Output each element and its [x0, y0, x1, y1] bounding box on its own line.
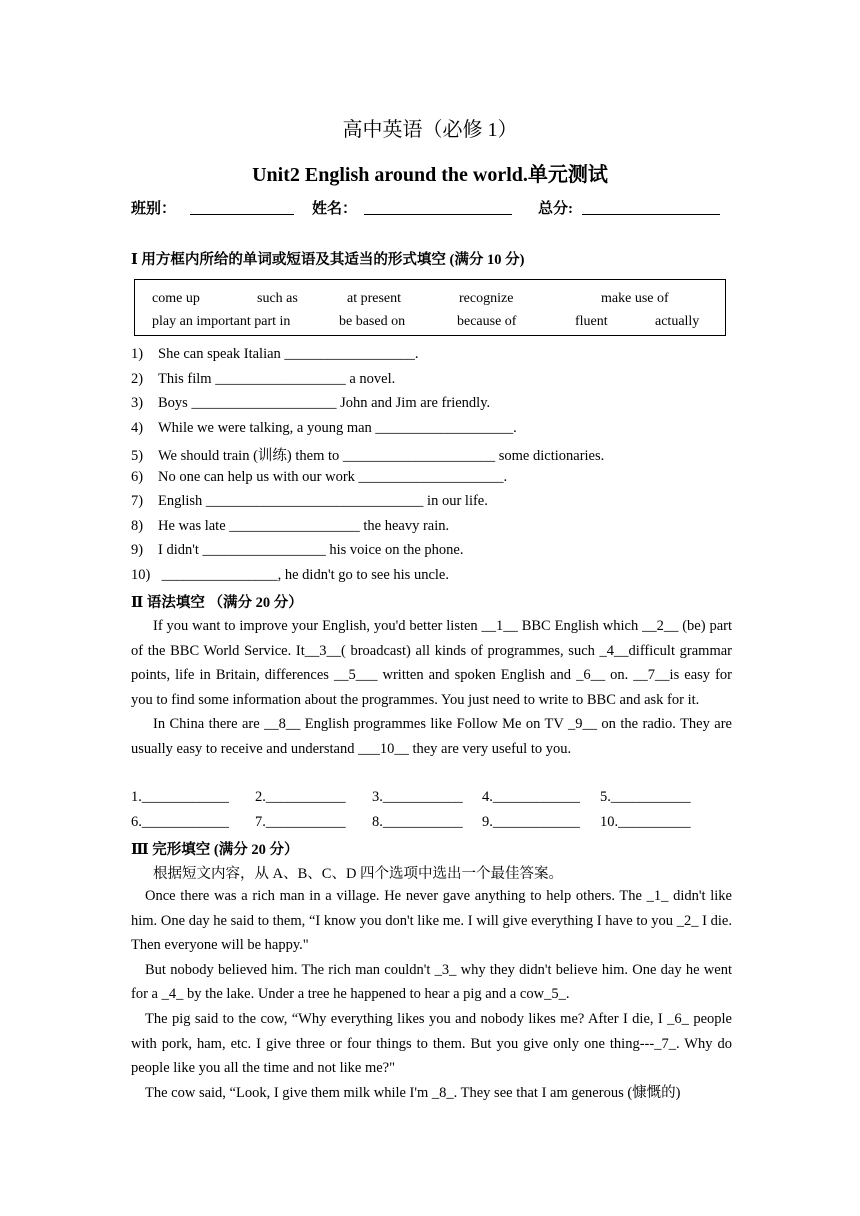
word-bank-item: make use of [601, 291, 669, 306]
answer-blank[interactable]: 1.____________ [131, 789, 229, 805]
answer-blank[interactable]: 10.__________ [600, 814, 691, 830]
answer-blank[interactable]: 2.___________ [255, 789, 346, 805]
question-item: 2) This film __________________ a novel. [131, 371, 396, 387]
question-item: 8) He was late __________________ the heavy rain. [131, 518, 450, 534]
score-label: 总分: [538, 201, 573, 217]
word-bank-box [134, 279, 726, 336]
section-3-instruction: 根据短文内容，从 A、B、C、D 四个选项中选出一个最佳答案。 [153, 866, 564, 882]
document-title: 高中英语（必修 1） [342, 119, 518, 141]
word-bank-item: actually [655, 314, 700, 329]
passage-paragraph: The cow said, “Look, I give them milk while I'm _8_. They see that I am generous (慷慨的) [145, 1084, 681, 1101]
word-bank-item: come up [152, 291, 200, 306]
question-item: 1) She can speak Italian __________________. [131, 346, 419, 362]
answer-blank[interactable]: 6.____________ [131, 814, 229, 830]
word-bank-item: because of [457, 314, 517, 329]
answer-blank[interactable]: 9.____________ [482, 814, 580, 830]
question-item: 3) Boys ____________________ John and Jim are friendly. [131, 395, 491, 411]
class-blank[interactable] [190, 200, 294, 215]
word-bank-item: fluent [575, 314, 608, 329]
passage-paragraph: Once there was a rich man in a village. He never gave anything to help others. The _1_ didn't like him. One day he said to them, “I know you don't like me. I will give everything I have to you _2_ I die. Then everyone will be happy." [131, 888, 732, 954]
class-label: 班别： [131, 201, 177, 217]
word-bank-item: recognize [459, 291, 514, 306]
section-2-title: Ⅱ 语法填空 （满分 20 分） [131, 595, 303, 611]
name-label: 姓名： [312, 201, 358, 217]
passage-paragraph: But nobody believed him. The rich man couldn't _3_ why they didn't believe him. One day he went for a _4_ by the lake. Under a tree he happened to hear a pig and a cow_5_. [131, 961, 732, 1003]
passage-paragraph: In China there are __8__ English programmes like Follow Me on TV _9__ on the radio. They are usually easy to receive and understand ___10__ they are very useful to you. [131, 716, 732, 757]
passage-paragraph: If you want to improve your English, you'd better listen __1__ BBC English which __2__ (be) part of the BBC World Service. It__3__( broadcast) all kinds of programmes, such _4__difficult grammar points, life in Britain, differences __5___ written and spoken English and _6__ on. __7__is easy for you to find some information about the programmes. You just need to write to BBC and ask for it. [131, 618, 732, 708]
word-bank-item: such as [257, 291, 298, 306]
cloze-passage [131, 884, 732, 1105]
question-item: 7) English ______________________________ in our life. [131, 493, 488, 509]
word-bank-item: at present [347, 291, 402, 306]
document-subtitle: Unit2 English around the world.单元测试 [252, 164, 608, 186]
answer-blank[interactable]: 3.___________ [372, 789, 463, 805]
score-blank[interactable] [582, 200, 720, 215]
word-bank-item: play an important part in [152, 314, 291, 329]
question-item: 9) I didn't _________________ his voice on the phone. [131, 542, 464, 558]
answer-blank[interactable]: 5.___________ [600, 789, 691, 805]
answer-blank[interactable]: 4.____________ [482, 789, 580, 805]
grammar-passage [131, 614, 732, 762]
word-bank-item: be based on [339, 314, 406, 329]
name-blank[interactable] [364, 200, 512, 215]
question-item: 10) ________________, he didn't go to see his uncle. [131, 567, 449, 583]
question-item: 6) No one can help us with our work ____________________. [131, 469, 508, 485]
section-3-title: Ⅲ 完形填空 (满分 20 分） [131, 842, 299, 858]
student-info-line [131, 197, 731, 218]
answer-blank[interactable]: 8.___________ [372, 814, 463, 830]
section-1-title: Ⅰ 用方框内所给的单词或短语及其适当的形式填空 (满分 10 分) [131, 252, 525, 268]
question-item: 5) We should train (训练) them to _____________________ some dictionaries. [131, 448, 605, 464]
question-item: 4) While we were talking, a young man ___________________. [131, 420, 517, 436]
answer-blank[interactable]: 7.___________ [255, 814, 346, 830]
passage-paragraph: The pig said to the cow, “Why everything likes you and nobody likes me? After I die, I _6_ people with pork, ham, etc. I give three or four things to them. But you give only one thing---_7_. Why do people like you all the time and not like me?" [131, 1010, 732, 1077]
